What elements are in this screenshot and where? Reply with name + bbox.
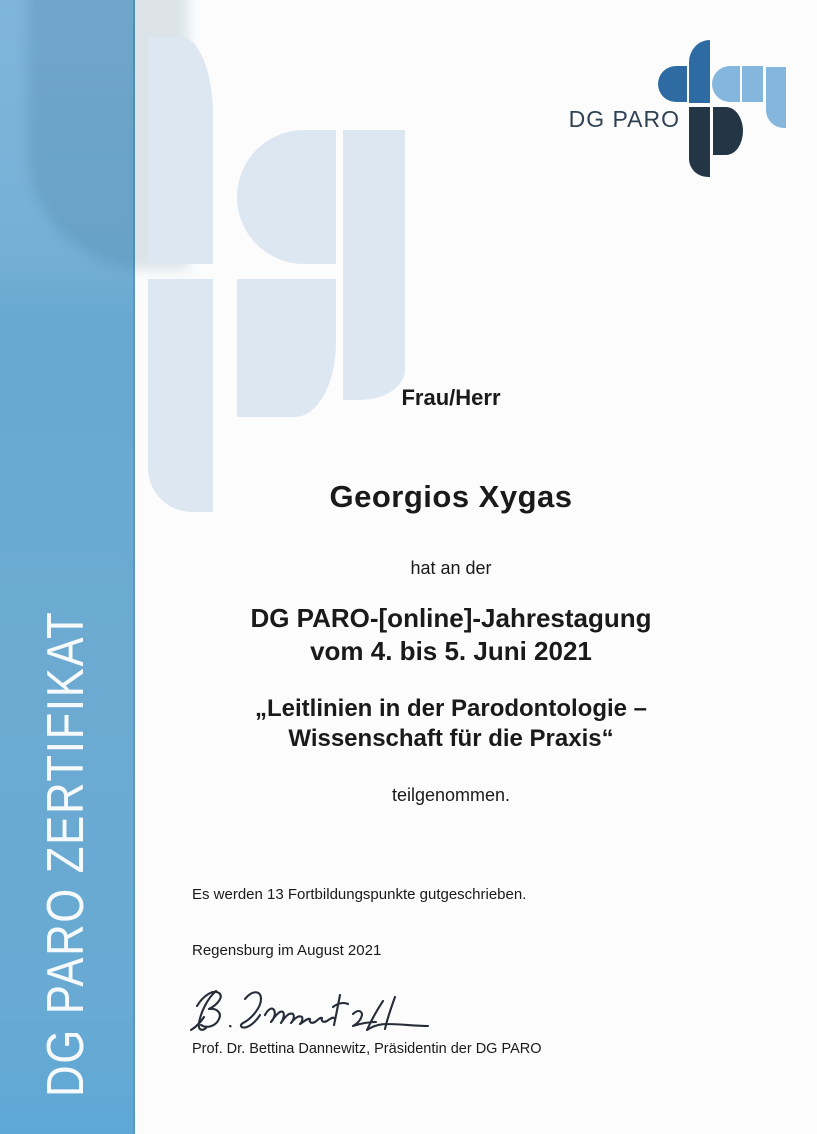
logo-p-bowl [713, 107, 743, 155]
watermark-bowl-top [237, 130, 336, 264]
salutation: Frau/Herr [401, 385, 501, 410]
logo-d-stem [689, 40, 710, 103]
points-note: Es werden 13 Fortbildungspunkte gutgeschrieben. [192, 886, 527, 903]
logo-g-descender [766, 67, 786, 128]
signature-stroke-swash [191, 1017, 204, 1030]
brand-header [480, 40, 810, 185]
event-line-2: vom 4. bis 5. Juni 2021 [310, 636, 592, 666]
logo-g-stem [742, 66, 763, 102]
topic-line-1: „Leitlinien in der Parodontologie – [254, 695, 648, 722]
logo-d-bowl [658, 66, 687, 102]
band-title: DG PARO ZERTIFIKAT [37, 610, 95, 1097]
dg-paro-logo-icon [656, 40, 788, 180]
place-date: Regensburg im August 2021 [192, 942, 382, 959]
logo-wordmark: DG PARO [568, 106, 680, 132]
watermark-bar-top [148, 37, 213, 264]
signer-line: Prof. Dr. Bettina Dannewitz, Präsidentin der DG PARO [192, 1041, 542, 1057]
logo-p-stem [689, 107, 710, 177]
event-title [133, 602, 769, 668]
event-topic [133, 694, 769, 754]
participation-line: teilgenommen. [391, 785, 511, 805]
watermark-stem-right [343, 130, 405, 400]
recipient-name: Georgios Xygas [329, 479, 573, 514]
signature-stroke-dannewi [241, 992, 334, 1027]
event-line-1: DG PARO-[online]-Jahrestagung [250, 603, 652, 633]
signature-handwriting [188, 984, 443, 1042]
topic-line-2: Wissenschaft für die Praxis“ [288, 725, 614, 752]
logo-g-bowl [712, 66, 740, 102]
signature-stroke-tz-flourish [333, 995, 428, 1030]
intro-line: hat an der [410, 558, 492, 578]
signature-stroke-b [197, 991, 221, 1030]
watermark-logo-icon [148, 37, 406, 515]
